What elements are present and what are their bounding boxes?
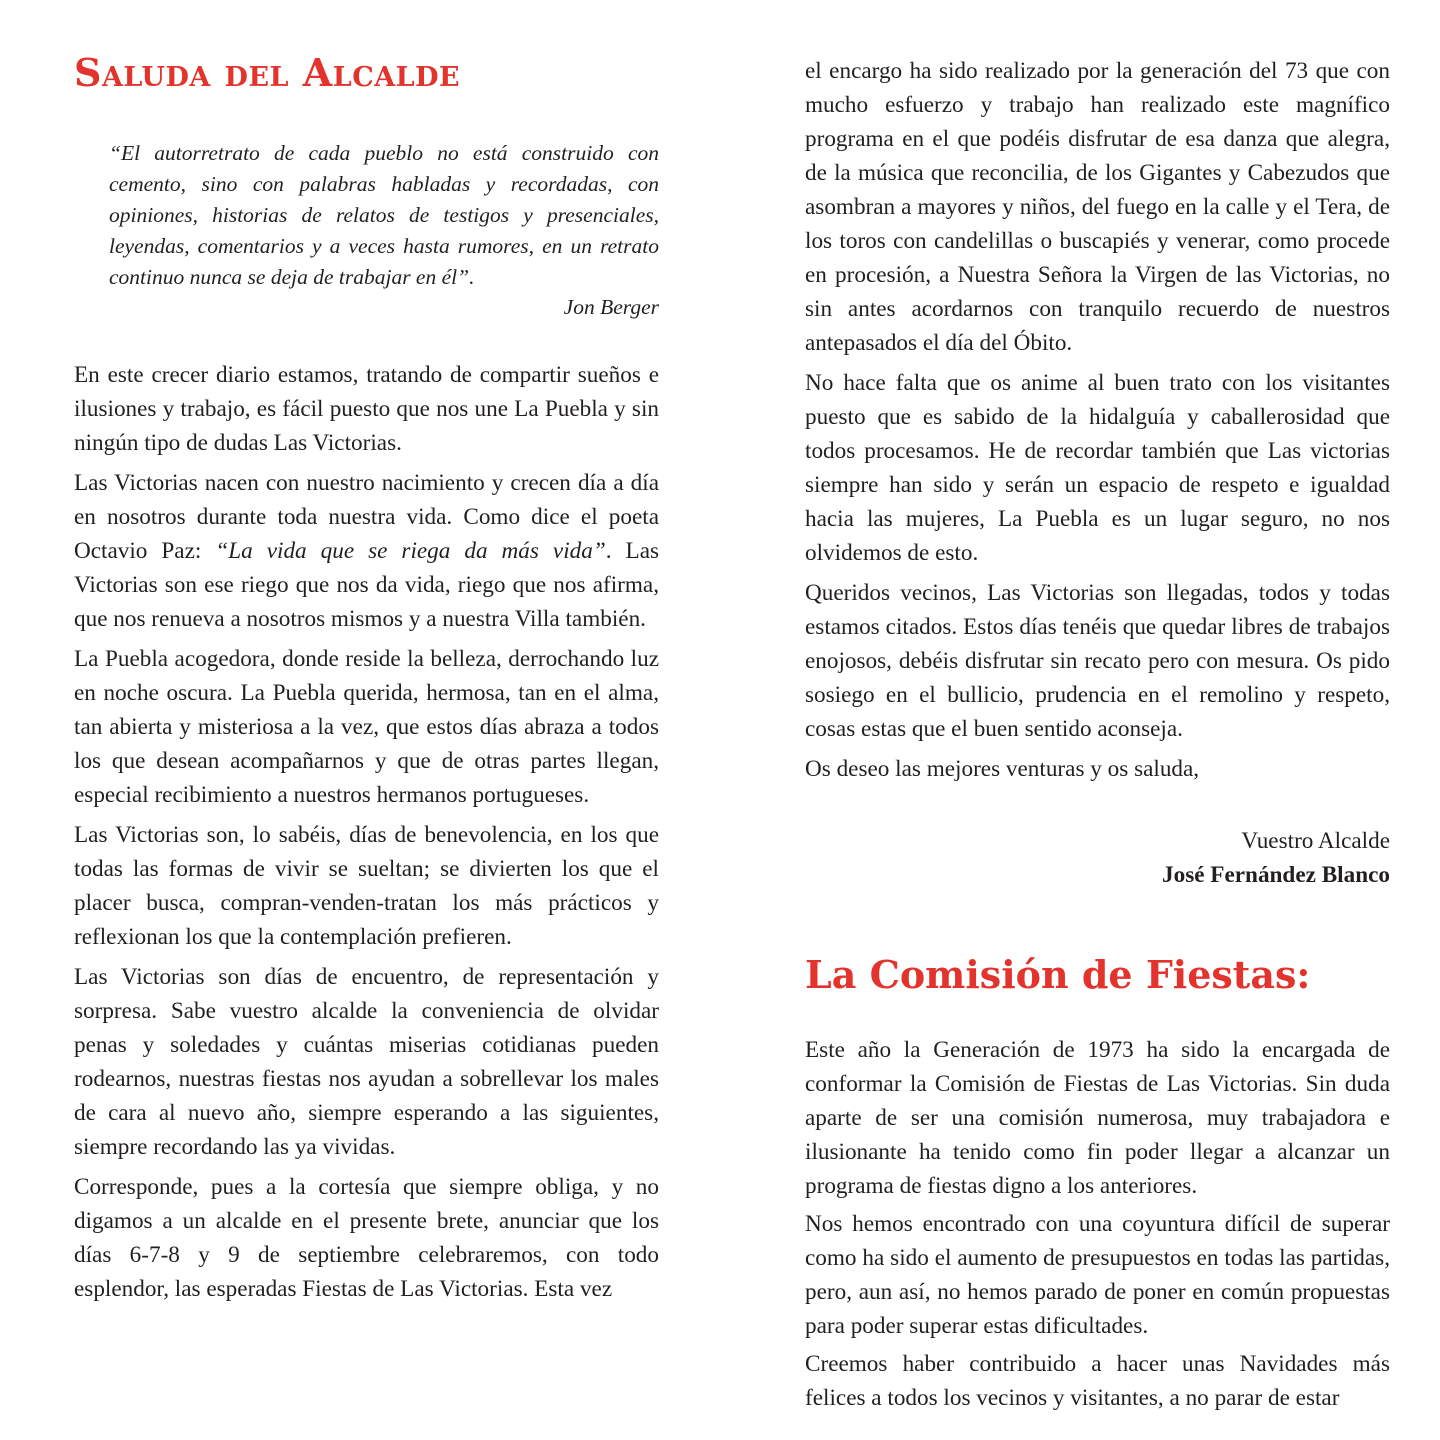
paragraph: No hace falta que os anime al buen trato con los visitantes puesto que es sabido de la hidalguía y caballerosidad que todos procesamos. He de recordar también que Las victorias siempre han sido y serán un espacio de respeto e igualdad hacia las mujeres, La Puebla es un lugar seguro, no nos olvidemos de esto. [805,370,1390,566]
signature-name: José Fernández Blanco [1162,862,1390,888]
paragraph-text: . Las Victorias son ese riego que nos da vida, riego que nos afirma, que nos renueva a nosotros mismos y a nuestra Villa también. [74,538,660,632]
page-title-saluda-alcalde: Saluda del Alcalde [74,50,461,95]
paragraph [74,466,659,636]
paragraph: Queridos vecinos, Las Victorias son llegadas, todos y todas estamos citados. Estos días tenéis que quedar libres de trabajos enojosos, debéis disfrutar sin recato pero con mesura. Os pido sosiego en el bullicio, prudencia en el remolino y respeto, cosas estas que el buen sentido aconseja. [805,580,1390,742]
signature-block [805,824,1390,892]
paragraph: Nos hemos encontrado con una coyuntura difícil de superar como ha sido el aumento de presupuestos en todas las partidas, pero, aun así, no hemos parado de poner en común propuestas para poder superar estas dificultades. [805,1211,1390,1339]
right-column-body [805,54,1390,792]
paragraph: Corresponde, pues a la cortesía que siempre obliga, y no digamos a un alcalde en el presente brete, anunciar que los días 6-7-8 y 9 de septiembre celebraremos, con todo esplendor, las esperadas Fiestas de Las Victorias. Esta vez [74,1174,659,1302]
section-title-comision: La Comisión de Fiestas: [805,952,1311,997]
left-column-body [74,358,659,1312]
paragraph: Las Victorias son días de encuentro, de representación y sorpresa. Sabe vuestro alcalde la conveniencia de olvidar penas y soledades y cuántas miserias cotidianas pueden rodearnos, nuestras fiestas nos ayudan a sobrellevar los males de cara al nuevo año, siempre esperando a las siguientes, siempre recordando las ya vividas. [74,964,659,1160]
epigraph-quote: “El autorretrato de cada pueblo no está construido con cemento, sino con palabras habladas y recordadas, con opiniones, historias de relatos de testigos y presenciales, leyendas, comentarios y a veces hasta rumores, en un retrato continuo nunca se deja de trabajar en él”. [109,141,659,289]
epigraph-author: Jon Berger [563,295,659,319]
paragraph: Os deseo las mejores venturas y os saluda, [805,756,1200,782]
paragraph-text: Las Victorias nacen con nuestro nacimiento y crecen día a día en nosotros durante toda nuestra vida. Como dice el poeta Octavio Paz: [74,470,659,564]
signature-role: Vuestro Alcalde [1241,828,1390,854]
paragraph: el encargo ha sido realizado por la generación del 73 que con mucho esfuerzo y trabajo han realizado este magnífico programa en el que podéis disfrutar de esa danza que alegra, de la música que reconcilia, de los Gigantes y Cabezudos que asombran a mayores y niños, del fuego en la calle y el Tera, de los toros con candelillas o buscapiés y venerar, como procede en procesión, a Nuestra Señora la Virgen de las Victorias, no sin antes acordarnos con tranquilo recuerdo de nuestros antepasados el día del Óbito. [805,58,1390,356]
inline-quote: “La vida que se riega da más vida” [215,538,606,564]
paragraph: En este crecer diario estamos, tratando de compartir sueños e ilusiones y trabajo, es fácil puesto que nos une La Puebla y sin ningún tipo de dudas Las Victorias. [74,362,659,456]
paragraph: Creemos haber contribuido a hacer unas Navidades más felices a todos los vecinos y visitantes, a no parar de estar [805,1351,1390,1411]
paragraph: La Puebla acogedora, donde reside la belleza, derrochando luz en noche oscura. La Puebla querida, hermosa, tan en el alma, tan abierta y misteriosa a la vez, que estos días abraza a todos los que desean acompañarnos y que de otras partes llegan, especial recibimiento a nuestros hermanos portugueses. [74,646,659,808]
paragraph: Las Victorias son, lo sabéis, días de benevolencia, en los que todas las formas de vivir se sueltan; se divierten los que el placer busca, compran-venden-tratan los más prácticos y reflexionan los que la contemplación prefieren. [74,822,659,950]
comision-body [805,1033,1390,1419]
paragraph: Este año la Generación de 1973 ha sido la encargada de conformar la Comisión de Fiestas de Las Victorias. Sin duda aparte de ser una comisión numerosa, muy trabajadora e ilusionante ha tenido como fin poder llegar a alcanzar un programa de fiestas digno a los anteriores. [805,1037,1390,1199]
